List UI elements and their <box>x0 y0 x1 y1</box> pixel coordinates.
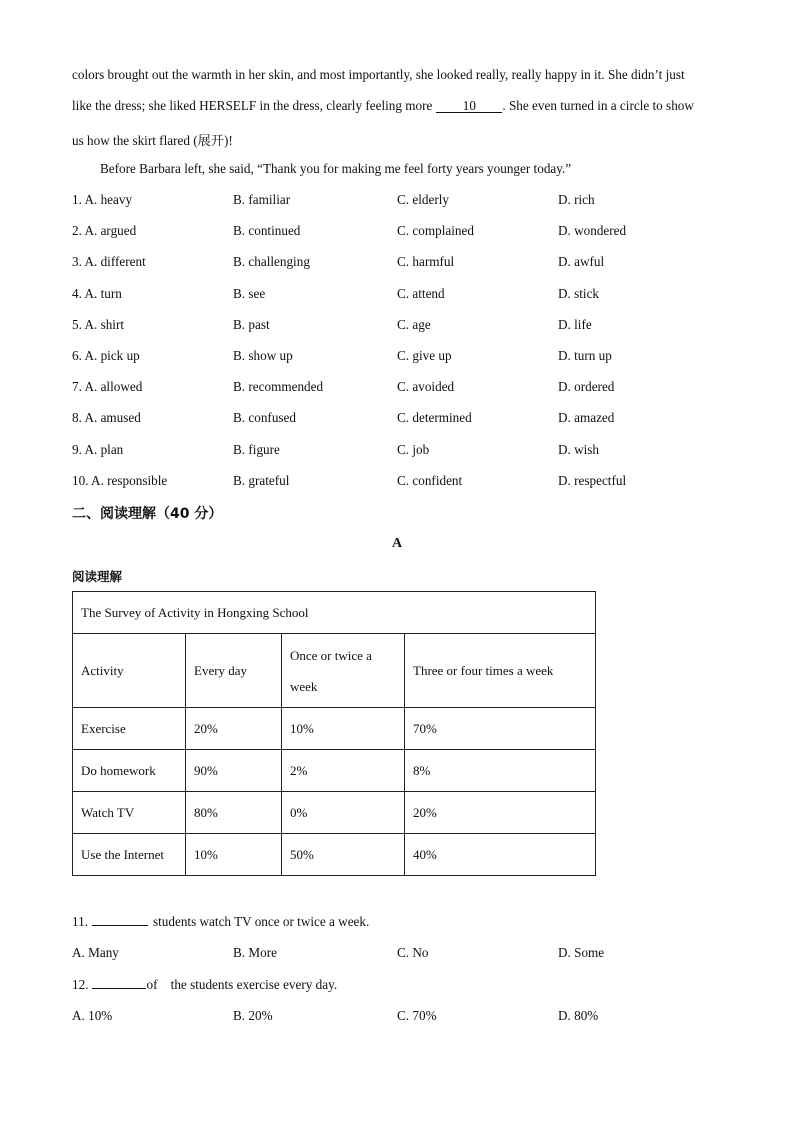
option-d: D. amazed <box>558 410 615 425</box>
option-b: B. grateful <box>233 473 290 488</box>
passage-label: A <box>391 536 403 551</box>
table-row <box>73 708 596 750</box>
table-cell: 50% <box>282 834 405 876</box>
option-a: 10. A. responsible <box>72 473 168 488</box>
option-b: B. confused <box>233 410 296 425</box>
option-c: C. confident <box>397 473 463 488</box>
option-b: B. familiar <box>233 192 291 207</box>
passage-text: . She even turned in a circle to show <box>502 98 694 113</box>
option-c: C. give up <box>397 348 452 363</box>
option-b: B. 20% <box>233 1008 273 1023</box>
option-d: D. wondered <box>558 223 627 238</box>
table-cell: 40% <box>405 834 596 876</box>
option-row <box>72 442 732 462</box>
table-header-row <box>73 634 596 708</box>
option-row <box>72 254 732 274</box>
option-b: B. continued <box>233 223 301 238</box>
option-c: C. avoided <box>397 379 455 394</box>
table-cell: Use the Internet <box>73 834 186 876</box>
question-text: students watch TV once or twice a week. <box>153 914 370 929</box>
option-row <box>72 192 732 212</box>
passage-line: Before Barbara left, she said, “Thank you for making me feel forty years younger today.” <box>100 161 572 176</box>
table-title-row <box>73 592 596 634</box>
question-stem <box>72 977 337 993</box>
option-c: C. age <box>397 317 431 332</box>
option-c: C. 70% <box>397 1008 437 1023</box>
table-cell: 0% <box>282 792 405 834</box>
option-d: D. 80% <box>558 1008 599 1023</box>
option-d: D. turn up <box>558 348 612 363</box>
table-cell: 90% <box>186 750 282 792</box>
header-cell: Activity <box>73 634 186 708</box>
table-cell: 10% <box>282 708 405 750</box>
passage-line <box>72 98 694 114</box>
table-cell: Do homework <box>73 750 186 792</box>
passage-text: like the dress; she liked HERSELF in the dress, clearly feeling more <box>72 98 433 113</box>
option-row <box>72 1008 732 1028</box>
option-row <box>72 286 732 306</box>
question-text: of the students exercise every day. <box>146 977 338 992</box>
option-a: 7. A. allowed <box>72 379 143 394</box>
option-d: D. stick <box>558 286 600 301</box>
question-stem <box>72 914 369 930</box>
option-a: 8. A. amused <box>72 410 141 425</box>
option-c: C. complained <box>397 223 474 238</box>
option-row <box>72 473 732 493</box>
option-a: 2. A. argued <box>72 223 137 238</box>
option-a: A. Many <box>72 945 119 960</box>
subheading: 阅读理解 <box>72 569 123 584</box>
answer-blank <box>92 925 148 926</box>
option-d: D. wish <box>558 442 600 457</box>
option-b: B. see <box>233 286 266 301</box>
answer-blank <box>92 988 146 989</box>
header-cell: Three or four times a week <box>405 634 596 708</box>
option-c: C. No <box>397 945 429 960</box>
option-row <box>72 945 732 965</box>
table-cell: 2% <box>282 750 405 792</box>
table-row <box>73 750 596 792</box>
table-cell: 8% <box>405 750 596 792</box>
table-cell: 20% <box>186 708 282 750</box>
option-d: D. respectful <box>558 473 627 488</box>
option-row <box>72 410 732 430</box>
option-row <box>72 317 732 337</box>
option-row <box>72 223 732 243</box>
option-d: D. rich <box>558 192 595 207</box>
option-c: C. harmful <box>397 254 455 269</box>
option-b: B. challenging <box>233 254 310 269</box>
table-cell: 20% <box>405 792 596 834</box>
option-d: D. ordered <box>558 379 615 394</box>
option-row <box>72 348 732 368</box>
table-cell: 70% <box>405 708 596 750</box>
header-cell: Every day <box>186 634 282 708</box>
option-c: C. job <box>397 442 430 457</box>
option-d: D. life <box>558 317 592 332</box>
option-a: 6. A. pick up <box>72 348 140 363</box>
table-cell: 10% <box>186 834 282 876</box>
option-b: B. recommended <box>233 379 324 394</box>
table-cell: Watch TV <box>73 792 186 834</box>
option-a: 9. A. plan <box>72 442 124 457</box>
question-number: 11. <box>72 914 88 929</box>
option-a: 3. A. different <box>72 254 146 269</box>
table-row <box>73 834 596 876</box>
survey-table <box>72 591 596 876</box>
option-a: 4. A. turn <box>72 286 122 301</box>
passage-line: us how the skirt flared (展开)! <box>72 133 233 148</box>
option-row <box>72 379 732 399</box>
question-number: 12. <box>72 977 89 992</box>
option-c: C. elderly <box>397 192 450 207</box>
section-heading: 二、阅读理解（40 分） <box>72 506 223 522</box>
option-d: D. awful <box>558 254 605 269</box>
option-a: 5. A. shirt <box>72 317 125 332</box>
answer-blank: 10 <box>436 99 502 113</box>
header-cell: Once or twice a week <box>282 634 405 708</box>
table-cell: 80% <box>186 792 282 834</box>
table-row <box>73 792 596 834</box>
option-b: B. More <box>233 945 277 960</box>
option-a: A. 10% <box>72 1008 113 1023</box>
option-d: D. Some <box>558 945 605 960</box>
passage-line: colors brought out the warmth in her skin, and most importantly, she looked really, really happy in it. She didn’t just <box>72 67 685 82</box>
option-b: B. figure <box>233 442 280 457</box>
option-a: 1. A. heavy <box>72 192 133 207</box>
table-title: The Survey of Activity in Hongxing School <box>73 592 596 634</box>
option-b: B. past <box>233 317 270 332</box>
option-b: B. show up <box>233 348 293 363</box>
option-c: C. attend <box>397 286 445 301</box>
option-c: C. determined <box>397 410 472 425</box>
table-cell: Exercise <box>73 708 186 750</box>
